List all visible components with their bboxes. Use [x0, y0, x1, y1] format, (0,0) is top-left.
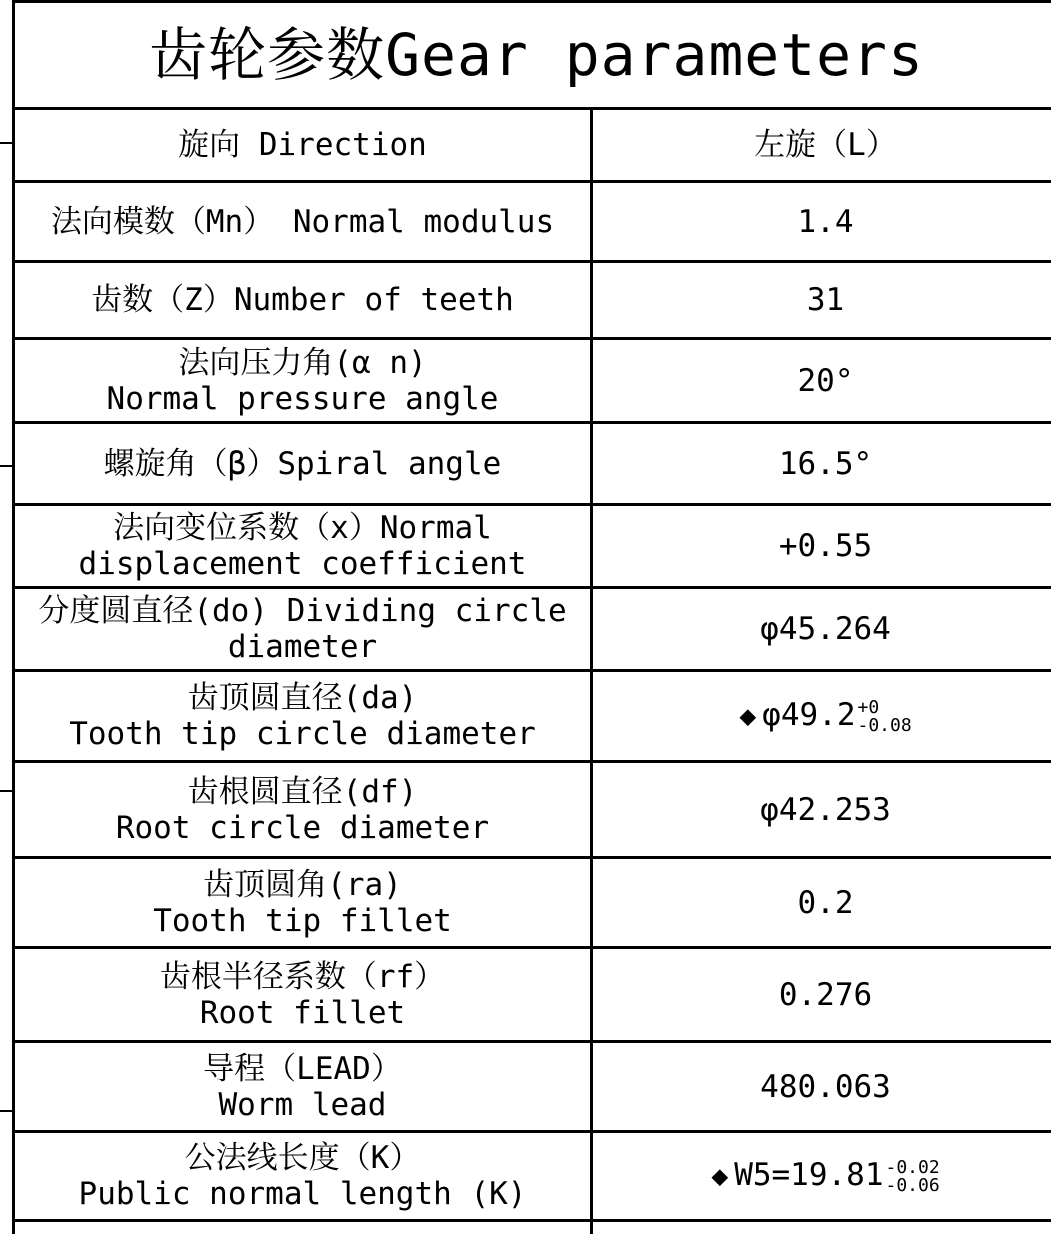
parameter-label — [14, 182, 592, 262]
parameter-label-line: 法向变位系数（x）Normal — [21, 510, 584, 546]
parameter-label-line: 齿顶圆直径(da) — [21, 680, 584, 716]
parameter-value — [592, 762, 1051, 858]
tolerance-lower: -0.06 — [886, 1177, 940, 1195]
table-body — [14, 109, 1051, 1234]
parameter-value — [592, 505, 1051, 588]
parameter-value — [592, 1042, 1051, 1132]
table-row — [14, 1042, 1051, 1132]
parameter-label-line: 法向压力角(α n) — [21, 345, 584, 381]
parameter-value-text: φ42.253 — [760, 792, 891, 828]
parameter-value — [592, 858, 1051, 948]
table-row — [14, 858, 1051, 948]
parameter-value-text: 20° — [798, 363, 854, 399]
parameter-value-text: 0.2 — [798, 885, 854, 921]
parameter-label — [14, 1132, 592, 1221]
table-row — [14, 339, 1051, 423]
parameter-value — [592, 182, 1051, 262]
parameter-label-line: 导程（LEAD） — [21, 1051, 584, 1087]
parameter-value-text: φ49.2 — [762, 697, 855, 733]
table-row — [14, 1132, 1051, 1221]
diamond-marker-icon: ◆ — [711, 1159, 728, 1192]
gear-parameters-table — [12, 0, 1051, 1234]
parameter-label — [14, 505, 592, 588]
parameter-value-text: +0.55 — [779, 528, 872, 564]
parameter-label — [14, 109, 592, 182]
tolerance-upper: -0.02 — [886, 1159, 940, 1177]
parameter-value — [592, 1132, 1051, 1221]
parameter-label-line: 螺旋角（β）Spiral angle — [21, 446, 584, 482]
parameter-label — [14, 423, 592, 505]
parameter-value — [592, 423, 1051, 505]
parameter-value-text: φ45.264 — [760, 611, 891, 647]
margin-tick — [0, 142, 12, 144]
parameter-label-line: 法向模数（Mn） Normal modulus — [21, 204, 584, 240]
table-row — [14, 109, 1051, 182]
parameter-value — [592, 588, 1051, 671]
parameter-value — [592, 339, 1051, 423]
parameter-label-line: 齿顶圆角(ra) — [21, 867, 584, 903]
table-row — [14, 423, 1051, 505]
empty-cell — [14, 1221, 592, 1234]
parameter-label — [14, 1042, 592, 1132]
table-row — [14, 948, 1051, 1042]
table-row — [14, 762, 1051, 858]
parameter-label-line: 分度圆直径(do) Dividing circle — [21, 593, 584, 629]
parameter-value — [592, 948, 1051, 1042]
tolerance-lower: -0.08 — [858, 717, 912, 735]
table-row — [14, 182, 1051, 262]
parameter-value — [592, 262, 1051, 339]
parameter-value — [592, 671, 1051, 762]
table-row — [14, 262, 1051, 339]
parameter-label-line: 齿数（Z）Number of teeth — [21, 282, 584, 318]
parameter-label-line: 旋向 Direction — [21, 127, 584, 163]
parameter-label — [14, 339, 592, 423]
parameter-label-line: Root circle diameter — [21, 810, 584, 846]
parameter-label — [14, 588, 592, 671]
parameter-label — [14, 948, 592, 1042]
parameter-label-line: diameter — [21, 629, 584, 665]
table-title: 齿轮参数Gear parameters — [14, 2, 1051, 109]
parameter-label-line: Public normal length (K) — [21, 1176, 584, 1212]
parameter-value-text: 0.276 — [779, 977, 872, 1013]
tolerance — [886, 1159, 940, 1195]
table-title-row — [14, 2, 1051, 109]
parameter-label — [14, 858, 592, 948]
diamond-marker-icon: ◆ — [739, 699, 756, 732]
parameter-value-text: 左旋（L） — [754, 127, 897, 163]
parameter-label-line: 齿根圆直径(df) — [21, 774, 584, 810]
parameter-value-text: 16.5° — [779, 446, 872, 482]
table-row-partial — [14, 1221, 1051, 1234]
parameter-label — [14, 262, 592, 339]
empty-cell — [592, 1221, 1051, 1234]
parameter-value-text: 31 — [807, 282, 844, 318]
tolerance-upper: +0 — [858, 699, 912, 717]
parameter-label-line: Root fillet — [21, 995, 584, 1031]
parameter-label-line: Normal pressure angle — [21, 381, 584, 417]
margin-tick — [0, 1110, 12, 1112]
parameter-label-line: Tooth tip circle diameter — [21, 716, 584, 752]
table-row — [14, 505, 1051, 588]
margin-tick — [0, 465, 12, 467]
parameter-value-text: W5=19.81 — [734, 1157, 883, 1193]
table-row — [14, 671, 1051, 762]
parameter-label — [14, 671, 592, 762]
parameter-label-line: Tooth tip fillet — [21, 903, 584, 939]
parameter-value — [592, 109, 1051, 182]
parameter-label-line: Worm lead — [21, 1087, 584, 1123]
parameter-value-text: 480.063 — [760, 1069, 891, 1105]
margin-tick — [0, 790, 12, 792]
table-row — [14, 588, 1051, 671]
parameter-label-line: displacement coefficient — [21, 546, 584, 582]
parameter-value-text: 1.4 — [798, 204, 854, 240]
parameter-label — [14, 762, 592, 858]
tolerance — [858, 699, 912, 735]
parameter-label-line: 公法线长度（K） — [21, 1140, 584, 1176]
parameter-label-line: 齿根半径系数（rf） — [21, 959, 584, 995]
